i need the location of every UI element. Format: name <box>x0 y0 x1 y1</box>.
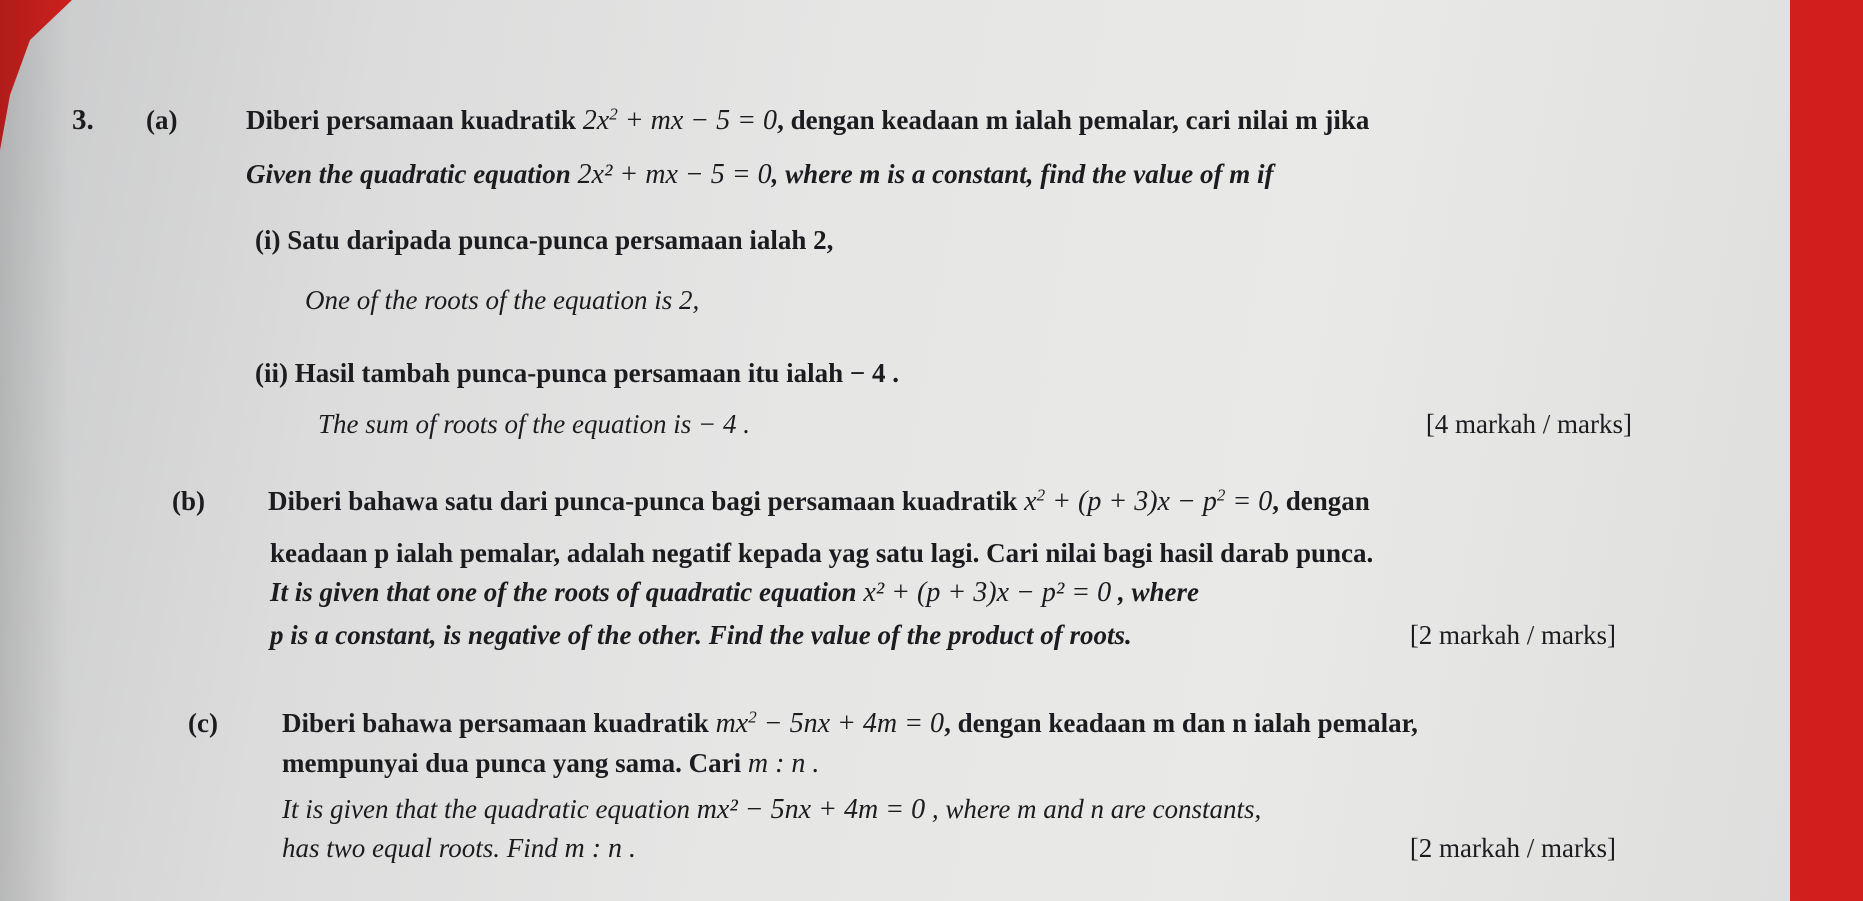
part-c-malay-tail: , dengan keadaan m dan n ialah pemalar, <box>944 708 1418 738</box>
part-b-malay-line2: keadaan p ialah pemalar, adalah negatif kepada yag satu lagi. Cari nilai bagi hasil darab punca. <box>270 538 1374 568</box>
part-a-english-lead: Given the quadratic equation <box>246 159 571 189</box>
part-a-malay-line <box>246 104 1369 137</box>
part-c-equation: $mx^2 - 5nx + 4m = 0$ <box>715 707 945 739</box>
part-a-english-tail: , where m is a constant, find the value of m if <box>771 159 1274 189</box>
part-a-ii-english: The sum of roots of the equation is − 4 . <box>318 409 750 439</box>
part-c-english-line2-text: has two equal roots. Find <box>282 833 558 863</box>
part-c-marks: [2 markah / marks] <box>1409 833 1616 863</box>
part-c-ratio-en: m : n . <box>564 833 637 864</box>
part-a-marks: [4 markah / marks] <box>1425 409 1632 439</box>
paper-shadow <box>0 0 70 901</box>
part-c-english-line2 <box>282 832 636 865</box>
part-c-malay-lead: Diberi bahawa persamaan kuadratik <box>282 708 709 738</box>
part-c-label: (c) <box>188 708 218 738</box>
question-number: 3. <box>72 104 94 136</box>
part-b-english-line <box>270 576 1199 609</box>
part-a-english-line <box>246 158 1273 191</box>
part-a-equation-en: 2x² + mx − 5 = 0 <box>577 159 772 190</box>
part-c-english-lead: It is given that the quadratic equation <box>282 794 690 824</box>
part-a-label: (a) <box>146 105 178 135</box>
part-c-malay-line2 <box>282 747 819 780</box>
part-c-english-tail: , where m and n are constants, <box>925 794 1262 824</box>
part-b-english-lead: It is given that one of the roots of quadratic equation <box>270 577 857 607</box>
part-c-malay-line2-text: mempunyai dua punca yang sama. Cari <box>282 748 742 778</box>
part-a-malay-tail: , dengan keadaan m ialah pemalar, cari nilai m jika <box>777 105 1370 135</box>
part-b-label: (b) <box>172 486 205 516</box>
part-b-english-tail: , where <box>1111 577 1199 607</box>
part-b-malay-tail: , dengan <box>1272 486 1370 516</box>
part-a-ii-malay: (ii) Hasil tambah punca-punca persamaan itu ialah − 4 . <box>255 358 899 388</box>
part-b-malay-lead: Diberi bahawa satu dari punca-punca bagi persamaan kuadratik <box>268 486 1018 516</box>
part-a-i-malay: (i) Satu daripada punca-punca persamaan ialah 2, <box>255 225 834 255</box>
part-b-equation: $x^2 + (p + 3)x - p^2 = 0$ <box>1024 485 1273 517</box>
part-b-equation-en: x² + (p + 3)x − p² = 0 <box>863 577 1112 608</box>
part-a-i-english: One of the roots of the equation is 2, <box>305 285 700 315</box>
part-b-malay-line <box>268 485 1370 518</box>
part-a-equation: $2x^2$ + mx − 5 = 0 <box>582 104 778 136</box>
part-b-marks: [2 markah / marks] <box>1409 620 1616 650</box>
part-c-malay-line <box>282 707 1418 740</box>
part-c-english-line <box>282 793 1261 826</box>
part-c-ratio: m : n . <box>747 748 820 779</box>
part-a-malay-lead: Diberi persamaan kuadratik <box>246 105 577 135</box>
part-b-english-line2: p is a constant, is negative of the other. Find the value of the product of roots. <box>270 620 1132 650</box>
part-c-equation-en: mx² − 5nx + 4m = 0 <box>696 794 926 825</box>
